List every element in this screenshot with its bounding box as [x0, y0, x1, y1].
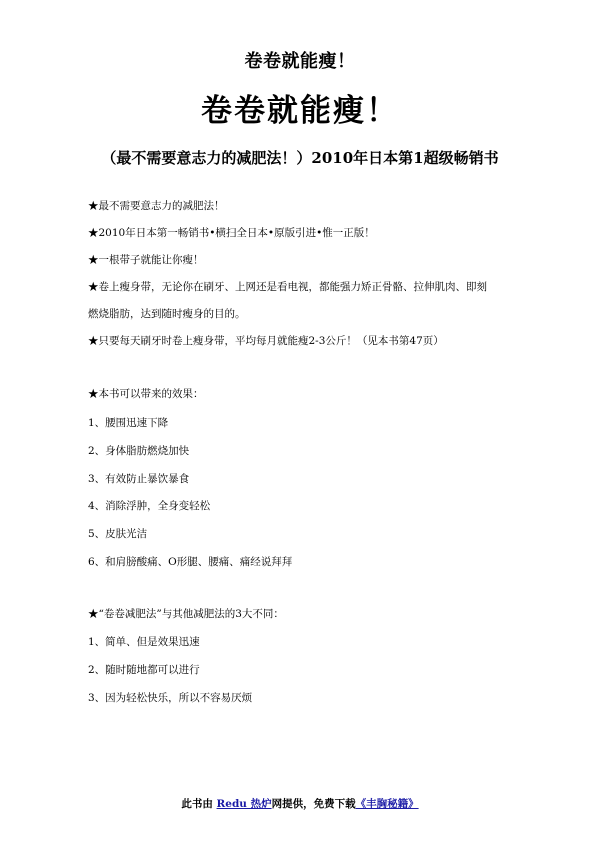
- intro-line-2: ★2010年日本第一畅销书•横扫全日本•原版引进•惟一正版！: [88, 227, 375, 239]
- differences-heading: ★“卷卷减肥法”与其他减肥法的3大不同：: [88, 608, 284, 620]
- intro-line-4-continued: 燃烧脂肪，达到随时瘦身的目的。: [88, 308, 246, 320]
- differences-item: 1、简单、但是效果迅速: [88, 636, 200, 648]
- effects-item: 3、有效防止暴饮暴食: [88, 473, 190, 485]
- subtitle: （最不需要意志力的减肥法！）2010年日本第1超级畅销书: [101, 149, 499, 167]
- footer: [0, 796, 600, 811]
- effects-item: 5、皮肤光洁: [88, 528, 148, 540]
- redu-link[interactable]: Redu 热炉: [216, 798, 272, 810]
- differences-item: 3、因为轻松快乐，所以不容易厌烦: [88, 692, 253, 704]
- intro-line-5: ★只要每天刷牙时卷上瘦身带，平均每月就能瘦2-3公斤！（见本书第47页）: [88, 335, 444, 347]
- footer-prefix: 此书由: [181, 798, 217, 810]
- intro-line-4: ★卷上瘦身带，无论你在刷牙、上网还是看电视，都能强力矫正骨骼、拉伸肌肉、即刻: [88, 281, 487, 293]
- footer-middle: 网提供，免费下载: [271, 798, 356, 810]
- main-title: 卷卷就能瘦！: [201, 93, 399, 129]
- header-title: 卷卷就能瘦！: [244, 51, 356, 72]
- intro-line-3: ★一根带子就能让你瘦！: [88, 254, 204, 266]
- effects-item: 4、消除浮肿，全身变轻松: [88, 500, 211, 512]
- effects-item: 6、和肩膀酸痛、O形腿、腰痛、痛经说拜拜: [88, 556, 293, 568]
- effects-heading: ★本书可以带来的效果：: [88, 388, 204, 400]
- effects-item: 2、身体脂肪燃烧加快: [88, 445, 190, 457]
- differences-item: 2、随时随地都可以进行: [88, 664, 200, 676]
- effects-item: 1、腰围迅速下降: [88, 417, 169, 429]
- book-download-link[interactable]: 《丰胸秘籍》: [355, 798, 419, 810]
- intro-line-1: ★最不需要意志力的减肥法！: [88, 200, 225, 212]
